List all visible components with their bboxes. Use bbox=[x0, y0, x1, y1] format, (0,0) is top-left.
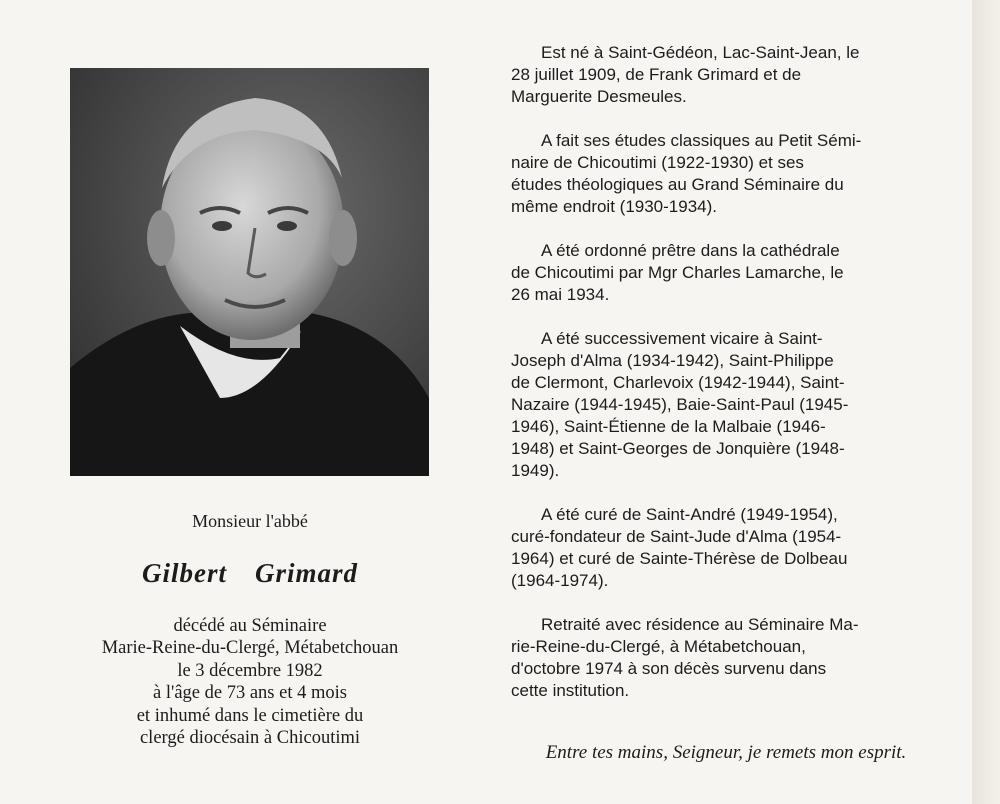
bio-paragraph-vicar bbox=[511, 328, 941, 482]
bio-paragraph-birth bbox=[511, 42, 941, 108]
bio-line: A été successivement vicaire à Saint- bbox=[541, 329, 823, 348]
first-name: Gilbert bbox=[141, 558, 227, 588]
detail-line: et inhumé dans le cimetière du bbox=[136, 705, 364, 726]
bio-line: A fait ses études classiques au Petit Sémi- bbox=[541, 131, 862, 150]
bio-line: Est né à Saint-Gédéon, Lac-Saint-Jean, le bbox=[541, 43, 860, 62]
closing-prayer: Entre tes mains, Seigneur, je remets mon esprit. bbox=[545, 742, 907, 763]
bio-paragraph-ordination bbox=[511, 240, 941, 306]
bio-line: d'octobre 1974 à son décès survenu dans bbox=[511, 659, 827, 678]
bio-line: Marguerite Desmeules. bbox=[511, 87, 687, 106]
detail-line: décédé au Séminaire bbox=[173, 616, 327, 636]
title-intro: Monsieur l'abbé bbox=[192, 511, 308, 531]
bio-line: A été ordonné prêtre dans la cathédrale bbox=[541, 241, 840, 260]
bio-line: 1946), Saint-Étienne de la Malbaie (1946- bbox=[511, 417, 826, 436]
bio-line: A été curé de Saint-André (1949-1954), bbox=[541, 505, 838, 524]
detail-line: Marie-Reine-du-Clergé, Métabetchouan bbox=[101, 638, 399, 659]
bio-line: 1964) et curé de Sainte-Thérèse de Dolbeau bbox=[511, 549, 848, 568]
bio-line: Joseph d'Alma (1934-1942), Saint-Philippe bbox=[511, 351, 834, 370]
bio-line: Retraité avec résidence au Séminaire Ma- bbox=[541, 615, 859, 634]
biography bbox=[511, 42, 941, 724]
bio-line: 1949). bbox=[511, 461, 560, 480]
portrait-photo bbox=[70, 68, 429, 476]
bio-line: 1948) et Saint-Georges de Jonquière (1948- bbox=[511, 439, 845, 458]
last-name: Grimard bbox=[254, 558, 359, 588]
bio-paragraph-studies bbox=[511, 130, 941, 218]
bio-line: études théologiques au Grand Séminaire du bbox=[511, 175, 844, 194]
detail-line: clergé diocésain à Chicoutimi bbox=[139, 728, 361, 749]
bio-line: naire de Chicoutimi (1922-1930) et ses bbox=[511, 153, 804, 172]
bio-line: 26 mai 1934. bbox=[511, 285, 610, 304]
bio-line: de Chicoutimi par Mgr Charles Lamarche, le bbox=[511, 263, 844, 282]
deceased-info bbox=[70, 510, 430, 749]
bio-line: Nazaire (1944-1945), Baie-Saint-Paul (1945- bbox=[511, 395, 849, 414]
bio-line: curé-fondateur de Saint-Jude d'Alma (1954- bbox=[511, 527, 842, 546]
bio-line: rie-Reine-du-Clergé, à Métabetchouan, bbox=[511, 637, 806, 656]
detail-line: le 3 décembre 1982 bbox=[177, 660, 323, 681]
bio-line: même endroit (1930-1934). bbox=[511, 197, 718, 216]
detail-line: à l'âge de 73 ans et 4 mois bbox=[153, 683, 347, 704]
bio-line: de Clermont, Charlevoix (1942-1944), Saint- bbox=[511, 373, 845, 392]
deceased-name bbox=[70, 558, 430, 589]
death-details bbox=[70, 615, 430, 749]
bio-line: cette institution. bbox=[511, 681, 630, 700]
bio-paragraph-pastor bbox=[511, 504, 941, 592]
bio-line: 28 juillet 1909, de Frank Grimard et de bbox=[511, 65, 802, 84]
page-edge bbox=[972, 0, 1000, 804]
bio-paragraph-retirement bbox=[511, 614, 941, 702]
bio-line: (1964-1974). bbox=[511, 571, 609, 590]
